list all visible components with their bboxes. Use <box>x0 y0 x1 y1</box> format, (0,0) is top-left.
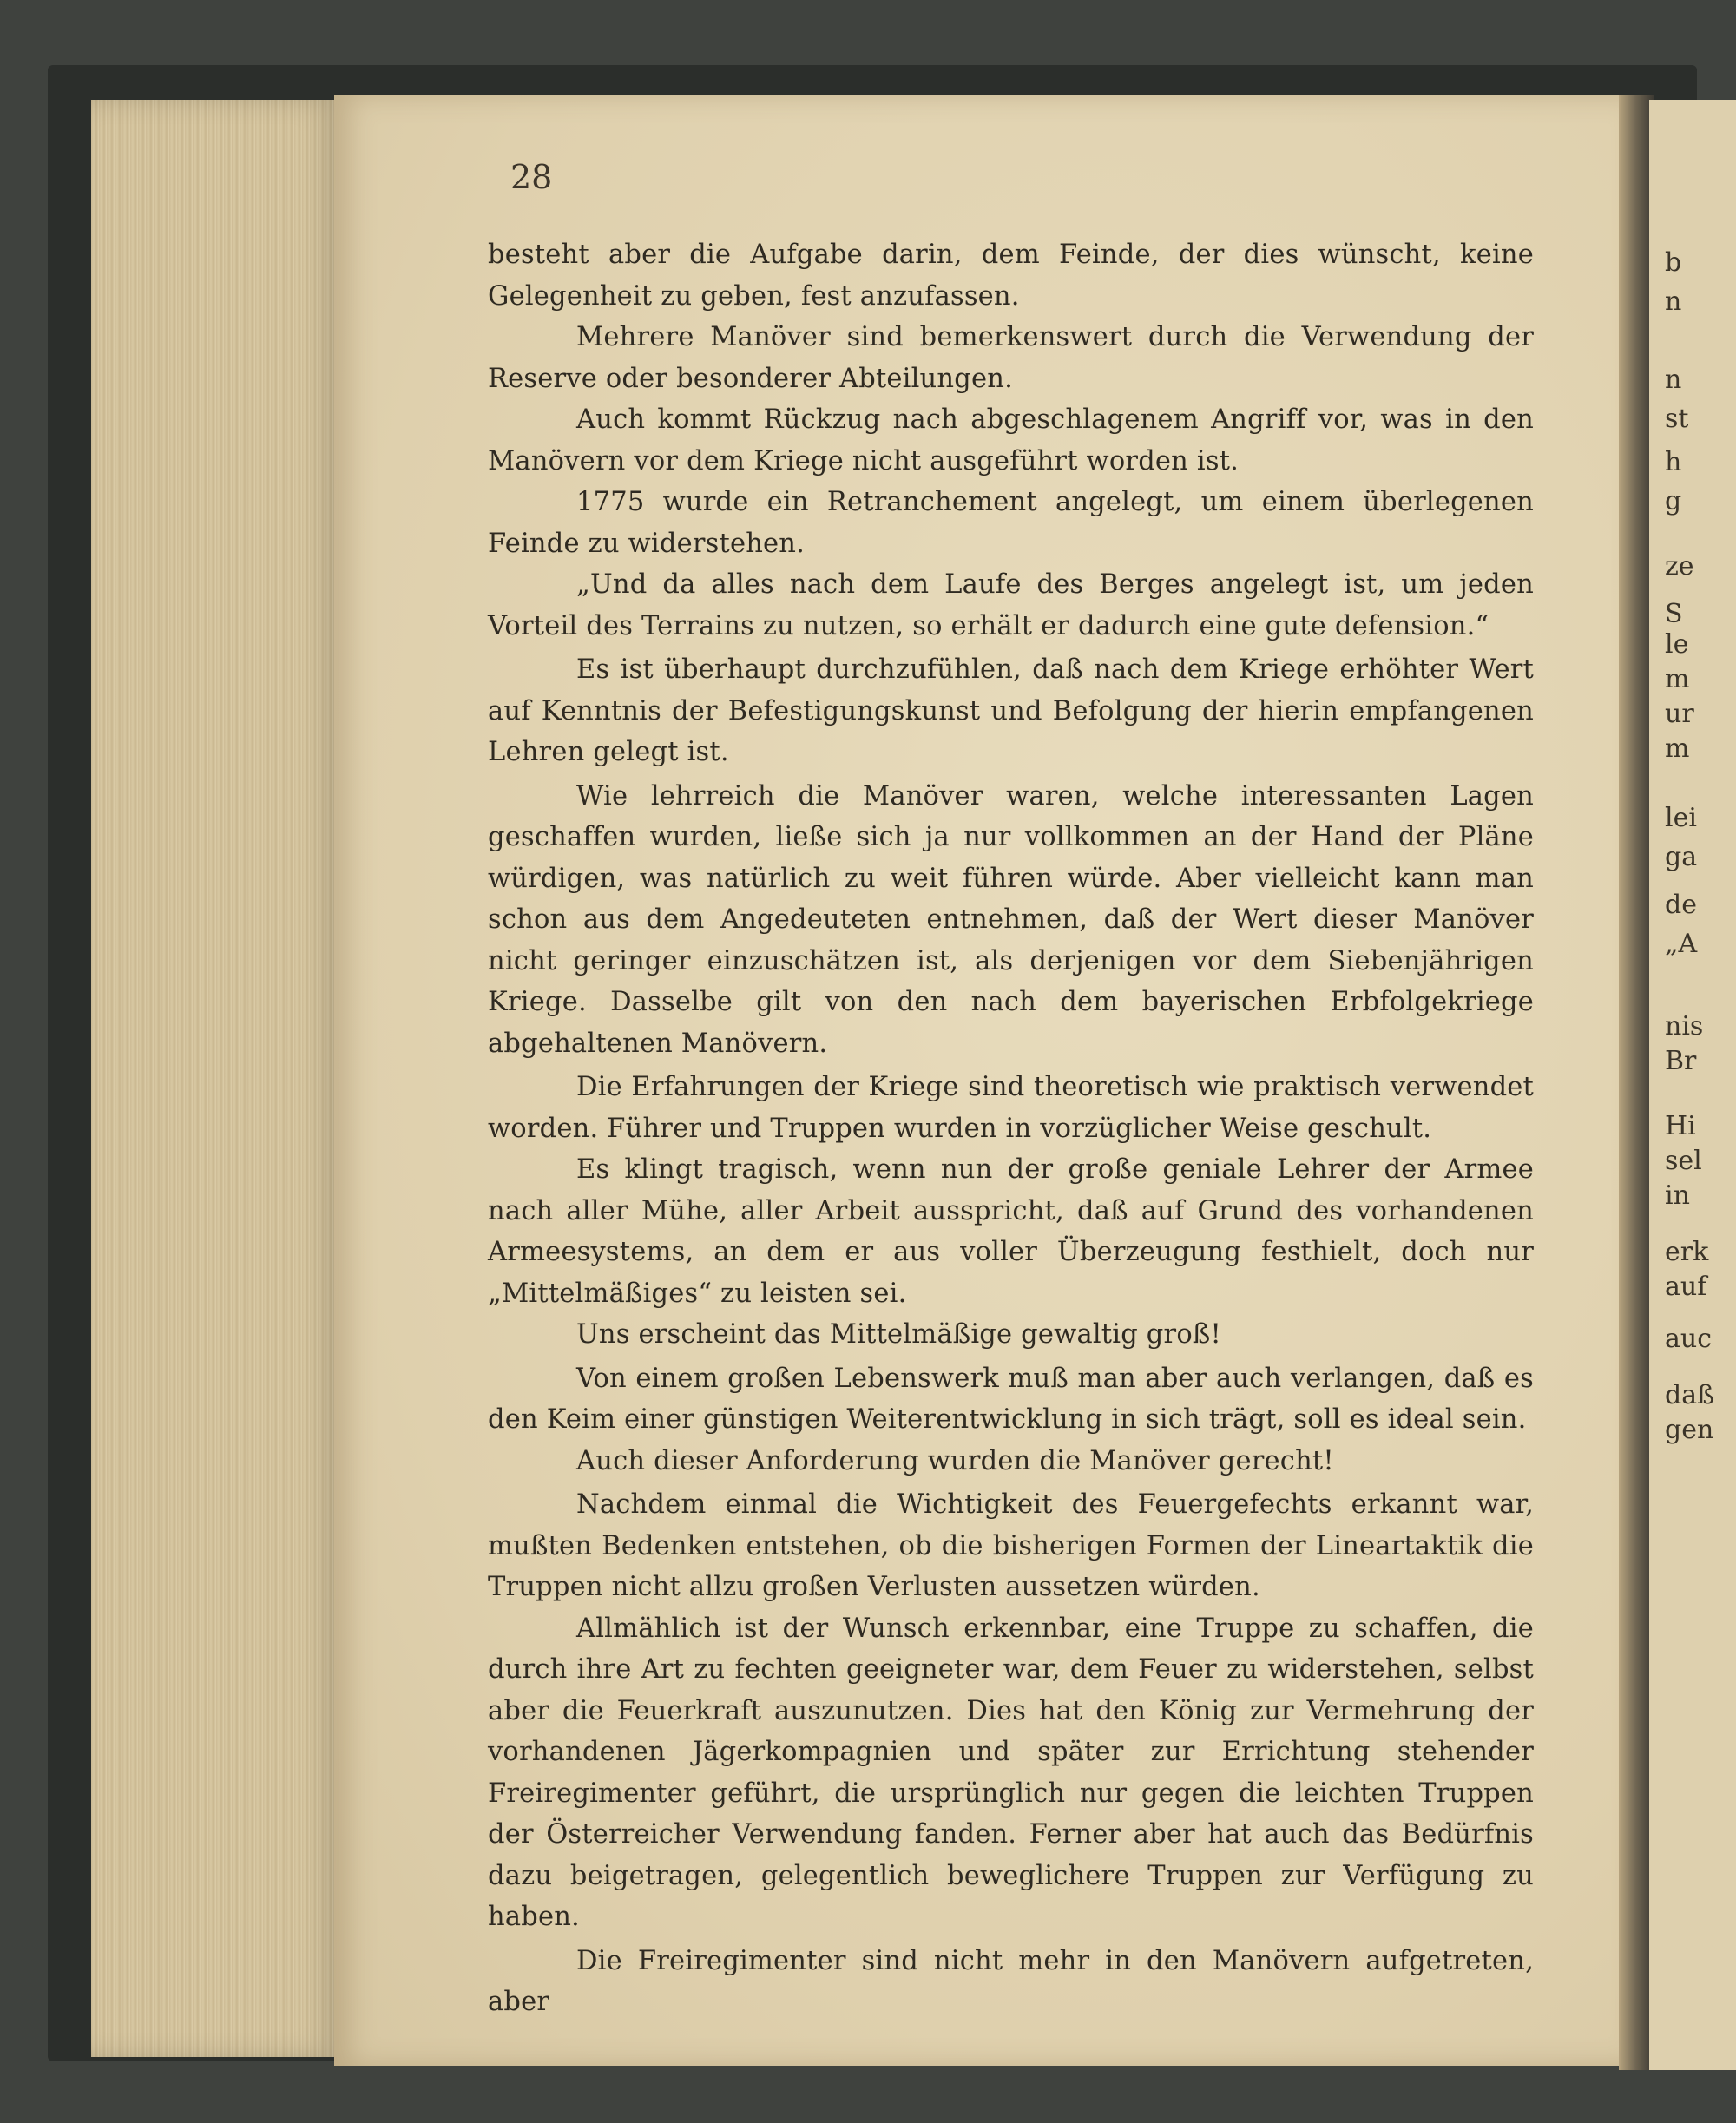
paragraph: Von einem großen Lebenswerk muß man aber auch verlangen, daß es den Keim einer günstigen Weiterentwicklung in sich trägt, soll es ideal sein. <box>488 1363 1534 1435</box>
facing-page-fragment: m <box>1665 733 1690 764</box>
facing-page-fragment: g <box>1665 486 1682 516</box>
facing-page-fragment: le <box>1665 629 1689 660</box>
facing-page-fragment: b <box>1665 247 1682 278</box>
paragraph: Auch dieser Anforderung wurden die Manöver gerecht! <box>576 1445 1334 1476</box>
facing-page-fragment: S <box>1665 599 1683 629</box>
facing-page-fragment: sel <box>1665 1146 1702 1176</box>
page-edges <box>91 100 343 2057</box>
facing-page-fragment: „A <box>1665 929 1698 959</box>
facing-page-fragment: ur <box>1665 699 1694 729</box>
paragraph: Nachdem einmal die Wichtigkeit des Feuergefechts erkannt war, mußten Bedenken entstehen, ob die bisherigen Formen der Lineartaktik die Truppen nicht allzu großen Verlusten aussetzen würden. <box>488 1489 1534 1602</box>
paragraph: besteht aber die Aufgabe darin, dem Feinde, der dies wünscht, keine Gelegenheit zu geben, fest anzufassen. <box>488 240 1534 312</box>
facing-page-fragment: daß <box>1665 1380 1715 1410</box>
facing-page-fragment: Br <box>1665 1046 1697 1076</box>
paragraph: Auch kommt Rückzug nach abgeschlagenem Angriff vor, was in den Manövern vor dem Kriege nicht ausgeführt worden ist. <box>488 404 1534 477</box>
facing-page-fragment: ga <box>1665 842 1698 872</box>
facing-page <box>1649 100 1736 2070</box>
paragraph: Mehrere Manöver sind bemerkenswert durch die Verwendung der Reserve oder besonderer Abteilungen. <box>488 322 1534 394</box>
book-gutter <box>1619 95 1654 2070</box>
paragraph: Uns erscheint das Mittelmäßige gewaltig groß! <box>576 1319 1221 1350</box>
paragraph: Die Erfahrungen der Kriege sind theoretisch wie praktisch verwendet worden. Führer und Truppen wurden in vorzüglicher Weise geschult. <box>488 1072 1534 1144</box>
facing-page-fragment: gen <box>1665 1415 1714 1445</box>
facing-page-fragment: Hi <box>1665 1111 1696 1141</box>
facing-page-fragment: n <box>1665 365 1682 395</box>
facing-page-fragment: lei <box>1665 803 1697 833</box>
facing-page-fragment: h <box>1665 447 1682 477</box>
facing-page-fragment: nis <box>1665 1011 1704 1042</box>
facing-page-fragment: auf <box>1665 1272 1707 1302</box>
paragraph: Die Freiregimenter sind nicht mehr in den Manövern aufgetreten, aber <box>488 1945 1534 2017</box>
facing-page-fragment: st <box>1665 404 1689 434</box>
page-text <box>488 234 1534 2023</box>
facing-page-fragment: m <box>1665 664 1690 694</box>
paragraph: Es ist überhaupt durchzufühlen, daß nach dem Kriege erhöhter Wert auf Kenntnis der Befestigungskunst und Befolgung der hierin empfangenen Lehren gelegt ist. <box>488 654 1534 767</box>
paragraph: Es klingt tragisch, wenn nun der große geniale Lehrer der Armee nach aller Mühe, aller Arbeit ausspricht, daß auf Grund des vorhandenen Armeesystems, an dem er aus voller Überzeugung festhielt, doch nur „Mittelmäßiges“ zu leisten sei. <box>488 1154 1534 1309</box>
paragraph: Wie lehrreich die Manöver waren, welche interessanten Lagen geschaffen wurden, ließe sich ja nur vollkommen an der Hand der Pläne würdigen, was natürlich zu weit führen würde. Aber vielleicht kann man schon aus dem Angedeuteten entnehmen, daß der Wert dieser Manöver nicht geringer einzuschätzen ist, als derjenigen vor dem Siebenjährigen Kriege. Dasselbe gilt von den nach dem bayerischen Erbfolgekriege abgehaltenen Manövern. <box>488 780 1534 1059</box>
paragraph: Allmählich ist der Wunsch erkennbar, eine Truppe zu schaffen, die durch ihre Art zu fechten geeigneter war, dem Feuer zu widerstehen, selbst aber die Feuerkraft auszunutzen. Dies hat den König zur Vermehrung der vorhandenen Jägerkompagnien und später zur Errichtung stehender Freiregimenter geführt, die ursprünglich nur gegen die leichten Truppen der Österreicher Verwendung fanden. Ferner aber hat auch das Bedürfnis dazu beigetragen, gelegentlich beweglichere Truppen zur Verfügung zu haben. <box>488 1613 1534 1932</box>
facing-page-fragment: auc <box>1665 1324 1713 1354</box>
paragraph: „Und da alles nach dem Laufe des Berges angelegt ist, um jeden Vorteil des Terrains zu nutzen, so erhält er dadurch eine gute defension.“ <box>488 569 1534 641</box>
facing-page-fragment: erk <box>1665 1237 1709 1267</box>
page-number: 28 <box>510 158 553 196</box>
facing-page-fragment: ze <box>1665 551 1694 582</box>
facing-page-fragment: n <box>1665 286 1682 317</box>
paragraph: 1775 wurde ein Retranchement angelegt, um einem überlegenen Feinde zu widerstehen. <box>488 487 1534 559</box>
facing-page-fragment: de <box>1665 890 1697 920</box>
facing-page-fragment: in <box>1665 1180 1690 1211</box>
